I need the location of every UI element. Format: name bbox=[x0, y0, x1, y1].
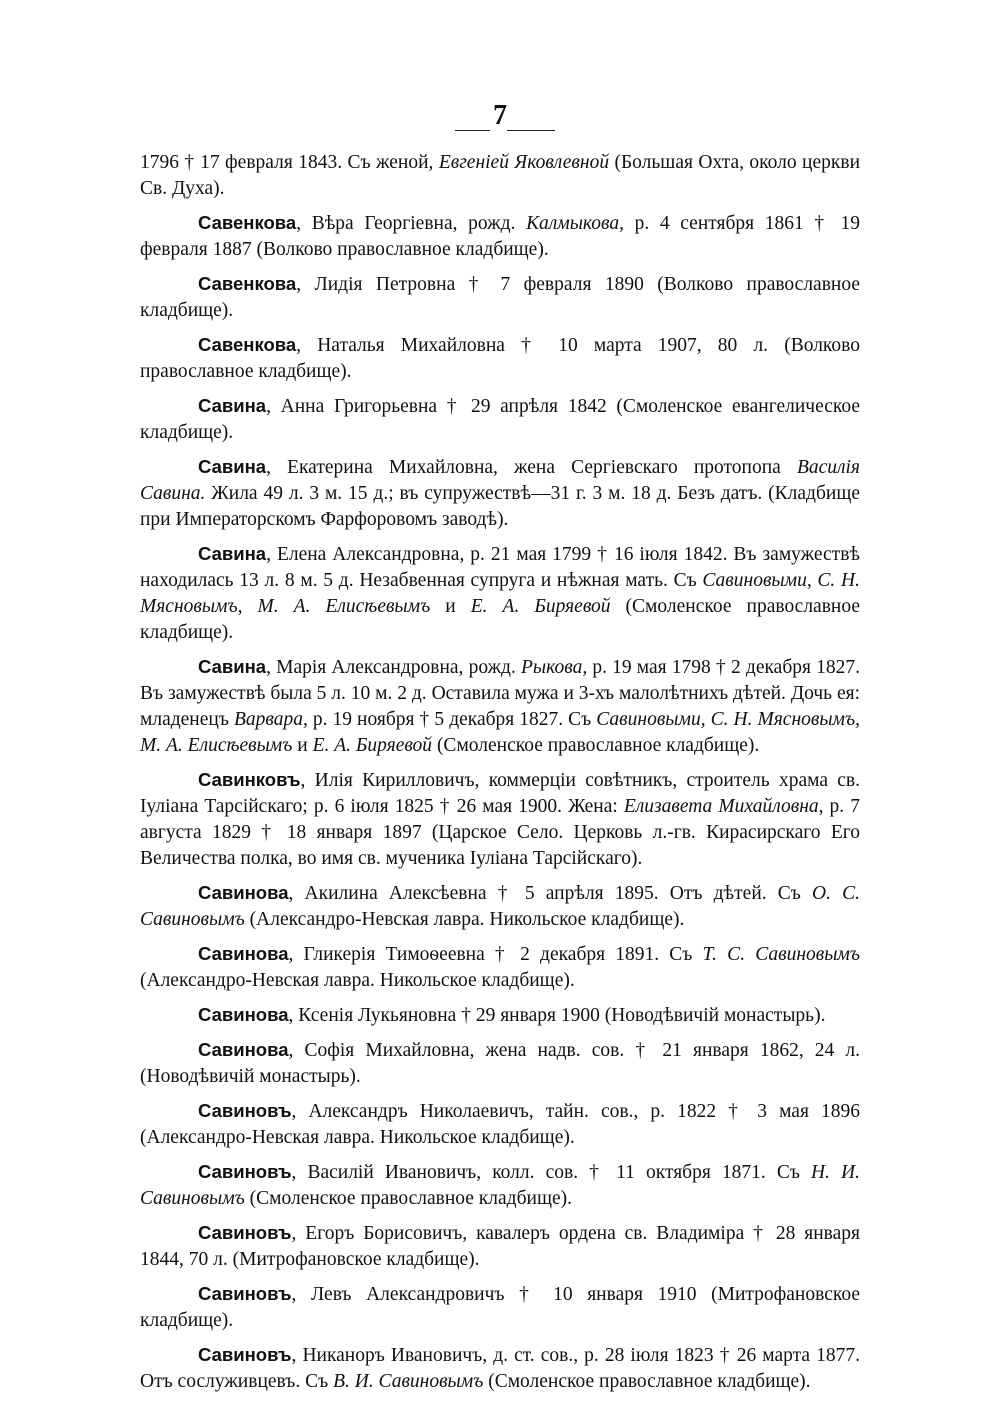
entry-text: р. 7 августа 1829 † 18 января 1897 (Царское Село. Церковь л.-гв. Кирасирскаго Его Величества полка, во имя св. мученика Іуліана Тарсійскаго). bbox=[140, 796, 860, 869]
entry-italic-text: Т. С. Савиновымъ bbox=[702, 944, 860, 965]
page-number-rule-left bbox=[455, 130, 490, 131]
entry-continuation bbox=[140, 150, 860, 202]
entry-text: р. 4 сентября 1861 † 19 февраля 1887 (Волково православное кладбище). bbox=[140, 213, 860, 260]
entry-surname: Савиновъ bbox=[198, 1161, 292, 1182]
entry-text: , Елена Александровна, р. 21 мая 1799 † 16 іюля 1842. Въ замужествѣ находилась 13 л. 8 м. 5 д. Незабвенная супруга и нѣжная мать. Съ bbox=[140, 544, 860, 591]
entry bbox=[140, 654, 860, 759]
entry-italic-text: О. С. Савиновымъ bbox=[140, 883, 860, 930]
entry-list bbox=[140, 150, 860, 1403]
entry-italic-text: Елизавета Михайловна, bbox=[623, 796, 824, 817]
entry-text: (Смоленское православное кладбище). bbox=[140, 596, 861, 643]
entry-italic-text: Евгеніей Яковлевной bbox=[438, 152, 610, 173]
entry-text: и bbox=[430, 596, 471, 617]
entry-text: р. 19 ноября † 5 декабря 1827. Съ bbox=[307, 709, 597, 730]
entry-text: , Софія Михайловна, жена надв. сов. † 21 января 1862, 24 л. (Новодѣвичій монастырь). bbox=[140, 1040, 860, 1087]
entry bbox=[140, 454, 860, 533]
entry-text: , Марія Александровна, рожд. bbox=[266, 657, 521, 678]
entry-text: , Гликерія Тимоѳеевна † 2 декабря 1891. Съ bbox=[288, 944, 703, 965]
entry bbox=[140, 1220, 860, 1273]
entry-text: , Акилина Алексѣевна † 5 апрѣля 1895. Отъ дѣтей. Съ bbox=[288, 883, 813, 904]
entry-text: , Левъ Александровичъ † 10 января 1910 (Митрофановское кладбище). bbox=[140, 1284, 860, 1331]
entry-text: р. 19 мая 1798 † 2 декабря 1827. Въ замужествѣ была 5 л. 10 м. 2 д. Оставила мужа и 3-хъ малолѣтнихъ дѣтей. Дочь ея: младенецъ bbox=[140, 657, 860, 730]
entry-surname: Савиновъ bbox=[198, 1283, 292, 1304]
entry-text: (Смоленское православное кладбище). bbox=[483, 1371, 811, 1392]
entry-surname: Савина bbox=[198, 543, 267, 564]
entry bbox=[140, 1002, 860, 1029]
entry-surname: Савина bbox=[198, 656, 267, 677]
entry-italic-text: Н. И. Савиновымъ bbox=[140, 1162, 860, 1209]
entry-text: Жила 49 л. 3 м. 15 д.; въ супружествѣ—31 г. 3 м. 18 д. Безъ датъ. (Кладбище при Императорскомъ Фарфоровомъ заводѣ). bbox=[140, 483, 860, 530]
entry bbox=[140, 332, 860, 385]
entry-surname: Савиновъ bbox=[198, 1344, 292, 1365]
entry bbox=[140, 1098, 860, 1151]
entry bbox=[140, 1159, 860, 1212]
entry-italic-text: Варвара, bbox=[233, 709, 308, 730]
entry-italic-text: Калмыкова, bbox=[526, 213, 625, 234]
entry-surname: Савина bbox=[198, 395, 267, 416]
entry-surname: Савинова bbox=[198, 1039, 289, 1060]
entry-text: и bbox=[292, 735, 313, 756]
entry-text: (Александро-Невская лавра. Никольское кладбище). bbox=[140, 970, 575, 991]
entry-surname: Савенкова bbox=[198, 334, 297, 355]
entry-text: , Александръ Николаевичъ, тайн. сов., р. 1822 † 3 мая 1896 (Александро-Невская лавра. Никольское кладбище). bbox=[140, 1101, 860, 1148]
entry-text: , Илія Кирилловичъ, коммерціи совѣтникъ, строитель храма св. Іуліана Тарсійскаго; р. 6 іюля 1825 † 26 мая 1900. Жена: bbox=[140, 770, 860, 817]
entry-text: , Лидія Петровна † 7 февраля 1890 (Волково православное кладбище). bbox=[140, 274, 860, 321]
entry bbox=[140, 541, 860, 646]
entry-text: , Егоръ Борисовичъ, кавалеръ ордена св. Владиміра † 28 января 1844, 70 л. (Митрофановское кладбище). bbox=[140, 1223, 860, 1270]
entry-text: , Никаноръ Ивановичъ, д. ст. сов., р. 28 іюля 1823 † 26 марта 1877. Отъ сослуживцевъ. Съ bbox=[140, 1345, 860, 1392]
entry-surname: Савенкова bbox=[198, 273, 297, 294]
entry-surname: Савина bbox=[198, 456, 267, 477]
entry-text: 1796 † 17 февраля 1843. Съ женой, bbox=[140, 152, 439, 173]
entry bbox=[140, 880, 860, 933]
entry-text: (Смоленское православное кладбище). bbox=[432, 735, 760, 756]
entry bbox=[140, 1037, 860, 1090]
entry bbox=[140, 941, 860, 994]
entry bbox=[140, 767, 860, 872]
entry-text: , Ксенія Лукьяновна † 29 января 1900 (Новодѣвичій монастырь). bbox=[288, 1005, 826, 1026]
page-number: 7 bbox=[493, 100, 507, 131]
entry-text: (Александро-Невская лавра. Никольское кладбище). bbox=[244, 909, 685, 930]
entry-surname: Савинковъ bbox=[198, 769, 301, 790]
page-number-rule-right bbox=[507, 130, 555, 131]
entry-text: (Большая Охта, около церкви Св. Духа). bbox=[140, 152, 861, 199]
entry bbox=[140, 393, 860, 446]
entry bbox=[140, 1281, 860, 1334]
entry-text: (Смоленское православное кладбище). bbox=[244, 1188, 572, 1209]
entry-surname: Савенкова bbox=[198, 212, 297, 233]
entry-text: , Наталья Михайловна † 10 марта 1907, 80 л. (Волково православное кладбище). bbox=[140, 335, 860, 382]
entry-surname: Савинова bbox=[198, 1004, 289, 1025]
entry-text: , Вѣра Георгіевна, рожд. bbox=[296, 213, 527, 234]
entry-surname: Савинова bbox=[198, 882, 289, 903]
entry-italic-text: Е. А. Биряевой bbox=[312, 735, 433, 756]
entry bbox=[140, 210, 860, 263]
entry-surname: Савинова bbox=[198, 943, 289, 964]
entry-italic-text: Рыкова, bbox=[521, 657, 588, 678]
entry-italic-text: Савиновыми, С. Н. Мясновымъ, М. А. Елисѣевымъ bbox=[140, 570, 860, 617]
entry-surname: Савиновъ bbox=[198, 1100, 292, 1121]
entry-surname: Савиновъ bbox=[198, 1222, 292, 1243]
entry-italic-text: Е. А. Биряевой bbox=[470, 596, 611, 617]
entry-italic-text: Василія Савина. bbox=[140, 457, 860, 504]
entry bbox=[140, 271, 860, 324]
entry-text: , Екатерина Михайловна, жена Сергіевскаго протопопа bbox=[266, 457, 797, 478]
entry-text: , Анна Григорьевна † 29 апрѣля 1842 (Смоленское евангелическое кладбище). bbox=[140, 396, 860, 443]
entry bbox=[140, 1342, 860, 1395]
entry-italic-text: В. И. Савиновымъ bbox=[333, 1371, 484, 1392]
entry-italic-text: Савиновыми, С. Н. Мясновымъ, М. А. Елисѣевымъ bbox=[140, 709, 860, 756]
entry-text: , Василій Ивановичъ, колл. сов. † 11 октября 1871. Съ bbox=[291, 1162, 811, 1183]
